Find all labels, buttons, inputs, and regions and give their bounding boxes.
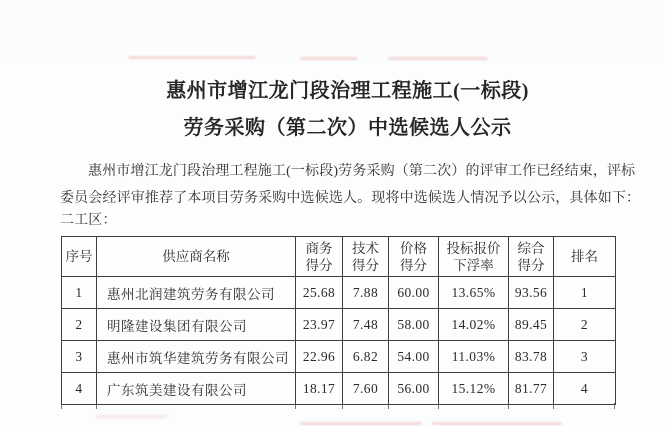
scan-bleed-mark — [388, 57, 488, 60]
table-row — [62, 373, 616, 405]
scan-bleed-mark — [95, 415, 167, 418]
cell-bid-discount-rate: 13.65% — [439, 277, 509, 309]
announcement-paragraph-line-2: 委员会经评审推荐了本项目劳务采购中选候选人。现将中选候选人情况予以公示，具体如下： — [60, 191, 641, 206]
cell-technical-score: 7.60 — [343, 373, 389, 405]
col-header-serial — [62, 237, 97, 277]
table-row — [62, 309, 616, 341]
cell-business-score: 25.68 — [296, 277, 343, 309]
cell-bid-discount-rate: 15.12% — [439, 373, 509, 405]
cell-total-score: 89.45 — [509, 309, 554, 341]
cell-price-score: 56.00 — [389, 373, 439, 405]
col-header-serial-label: 序号 — [65, 249, 93, 264]
document-title-line-2: 劳务采购（第二次）中选候选人公示 — [183, 117, 512, 139]
bid-results-table — [61, 236, 616, 405]
cell-rank: 2 — [554, 309, 616, 341]
cell-total-score: 81.77 — [509, 373, 554, 405]
scan-bleed-mark — [300, 422, 422, 425]
col-header-technical-score: 技术 得分 — [343, 237, 389, 277]
scan-bleed-mark — [128, 56, 256, 59]
table-border-tick — [614, 403, 615, 409]
table-border-tick — [96, 403, 97, 409]
scan-bleed-mark — [432, 422, 562, 425]
cell-technical-score: 7.88 — [343, 277, 389, 309]
cell-price-score: 60.00 — [389, 277, 439, 309]
table-border-tick — [388, 403, 389, 409]
cell-rank: 1 — [554, 277, 616, 309]
cell-supplier-name: 惠州市筑华建筑劳务有限公司 — [97, 341, 296, 373]
cell-total-score: 83.78 — [509, 341, 554, 373]
cell-price-score: 58.00 — [389, 309, 439, 341]
announcement-paragraph-line-1: 惠州市增江龙门段治理工程施工(一标段)劳务采购（第二次）的评审工作已经结束，评标 — [88, 164, 636, 179]
cell-serial: 3 — [62, 341, 97, 373]
col-header-rank-label: 排名 — [571, 249, 598, 264]
cell-supplier-name: 广东筑美建设有限公司 — [97, 373, 296, 405]
cell-rank: 3 — [554, 341, 616, 373]
document-title-line-1: 惠州市增江龙门段治理工程施工(一标段) — [166, 80, 529, 102]
table-border-tick — [438, 403, 439, 409]
cell-business-score: 22.96 — [296, 341, 343, 373]
cell-serial: 1 — [62, 277, 97, 309]
cell-bid-discount-rate: 14.02% — [439, 309, 509, 341]
cell-supplier-name: 惠州北润建筑劳务有限公司 — [97, 277, 296, 309]
cell-price-score: 54.00 — [389, 341, 439, 373]
table-row — [62, 277, 616, 309]
cell-technical-score: 6.82 — [343, 341, 389, 373]
cell-rank: 4 — [554, 373, 616, 405]
col-header-supplier-label: 供应商名称 — [162, 249, 230, 264]
table-row — [62, 341, 616, 373]
table-border-tick — [508, 403, 509, 409]
col-header-rank — [554, 237, 616, 277]
table-border-tick — [342, 403, 343, 409]
col-header-business-score: 商务 得分 — [296, 237, 343, 277]
col-header-total-score: 综合 得分 — [509, 237, 554, 277]
cell-business-score: 23.97 — [296, 309, 343, 341]
table-border-tick — [295, 403, 296, 409]
cell-supplier-name: 明隆建设集团有限公司 — [97, 309, 296, 341]
cell-technical-score: 7.48 — [343, 309, 389, 341]
cell-business-score: 18.17 — [296, 373, 343, 405]
table-header-row — [62, 237, 616, 277]
col-header-supplier-name — [97, 237, 296, 277]
cell-serial: 4 — [62, 373, 97, 405]
table-border-tick — [553, 403, 554, 409]
cell-total-score: 93.56 — [509, 277, 554, 309]
cell-bid-discount-rate: 11.03% — [439, 341, 509, 373]
section-label-work-zone: 二工区： — [60, 213, 117, 228]
table-border-tick — [61, 403, 62, 409]
scan-bleed-mark — [300, 57, 358, 60]
cell-serial: 2 — [62, 309, 97, 341]
col-header-price-score: 价格 得分 — [389, 237, 439, 277]
col-header-bid-discount-rate: 投标报价 下浮率 — [439, 237, 509, 277]
